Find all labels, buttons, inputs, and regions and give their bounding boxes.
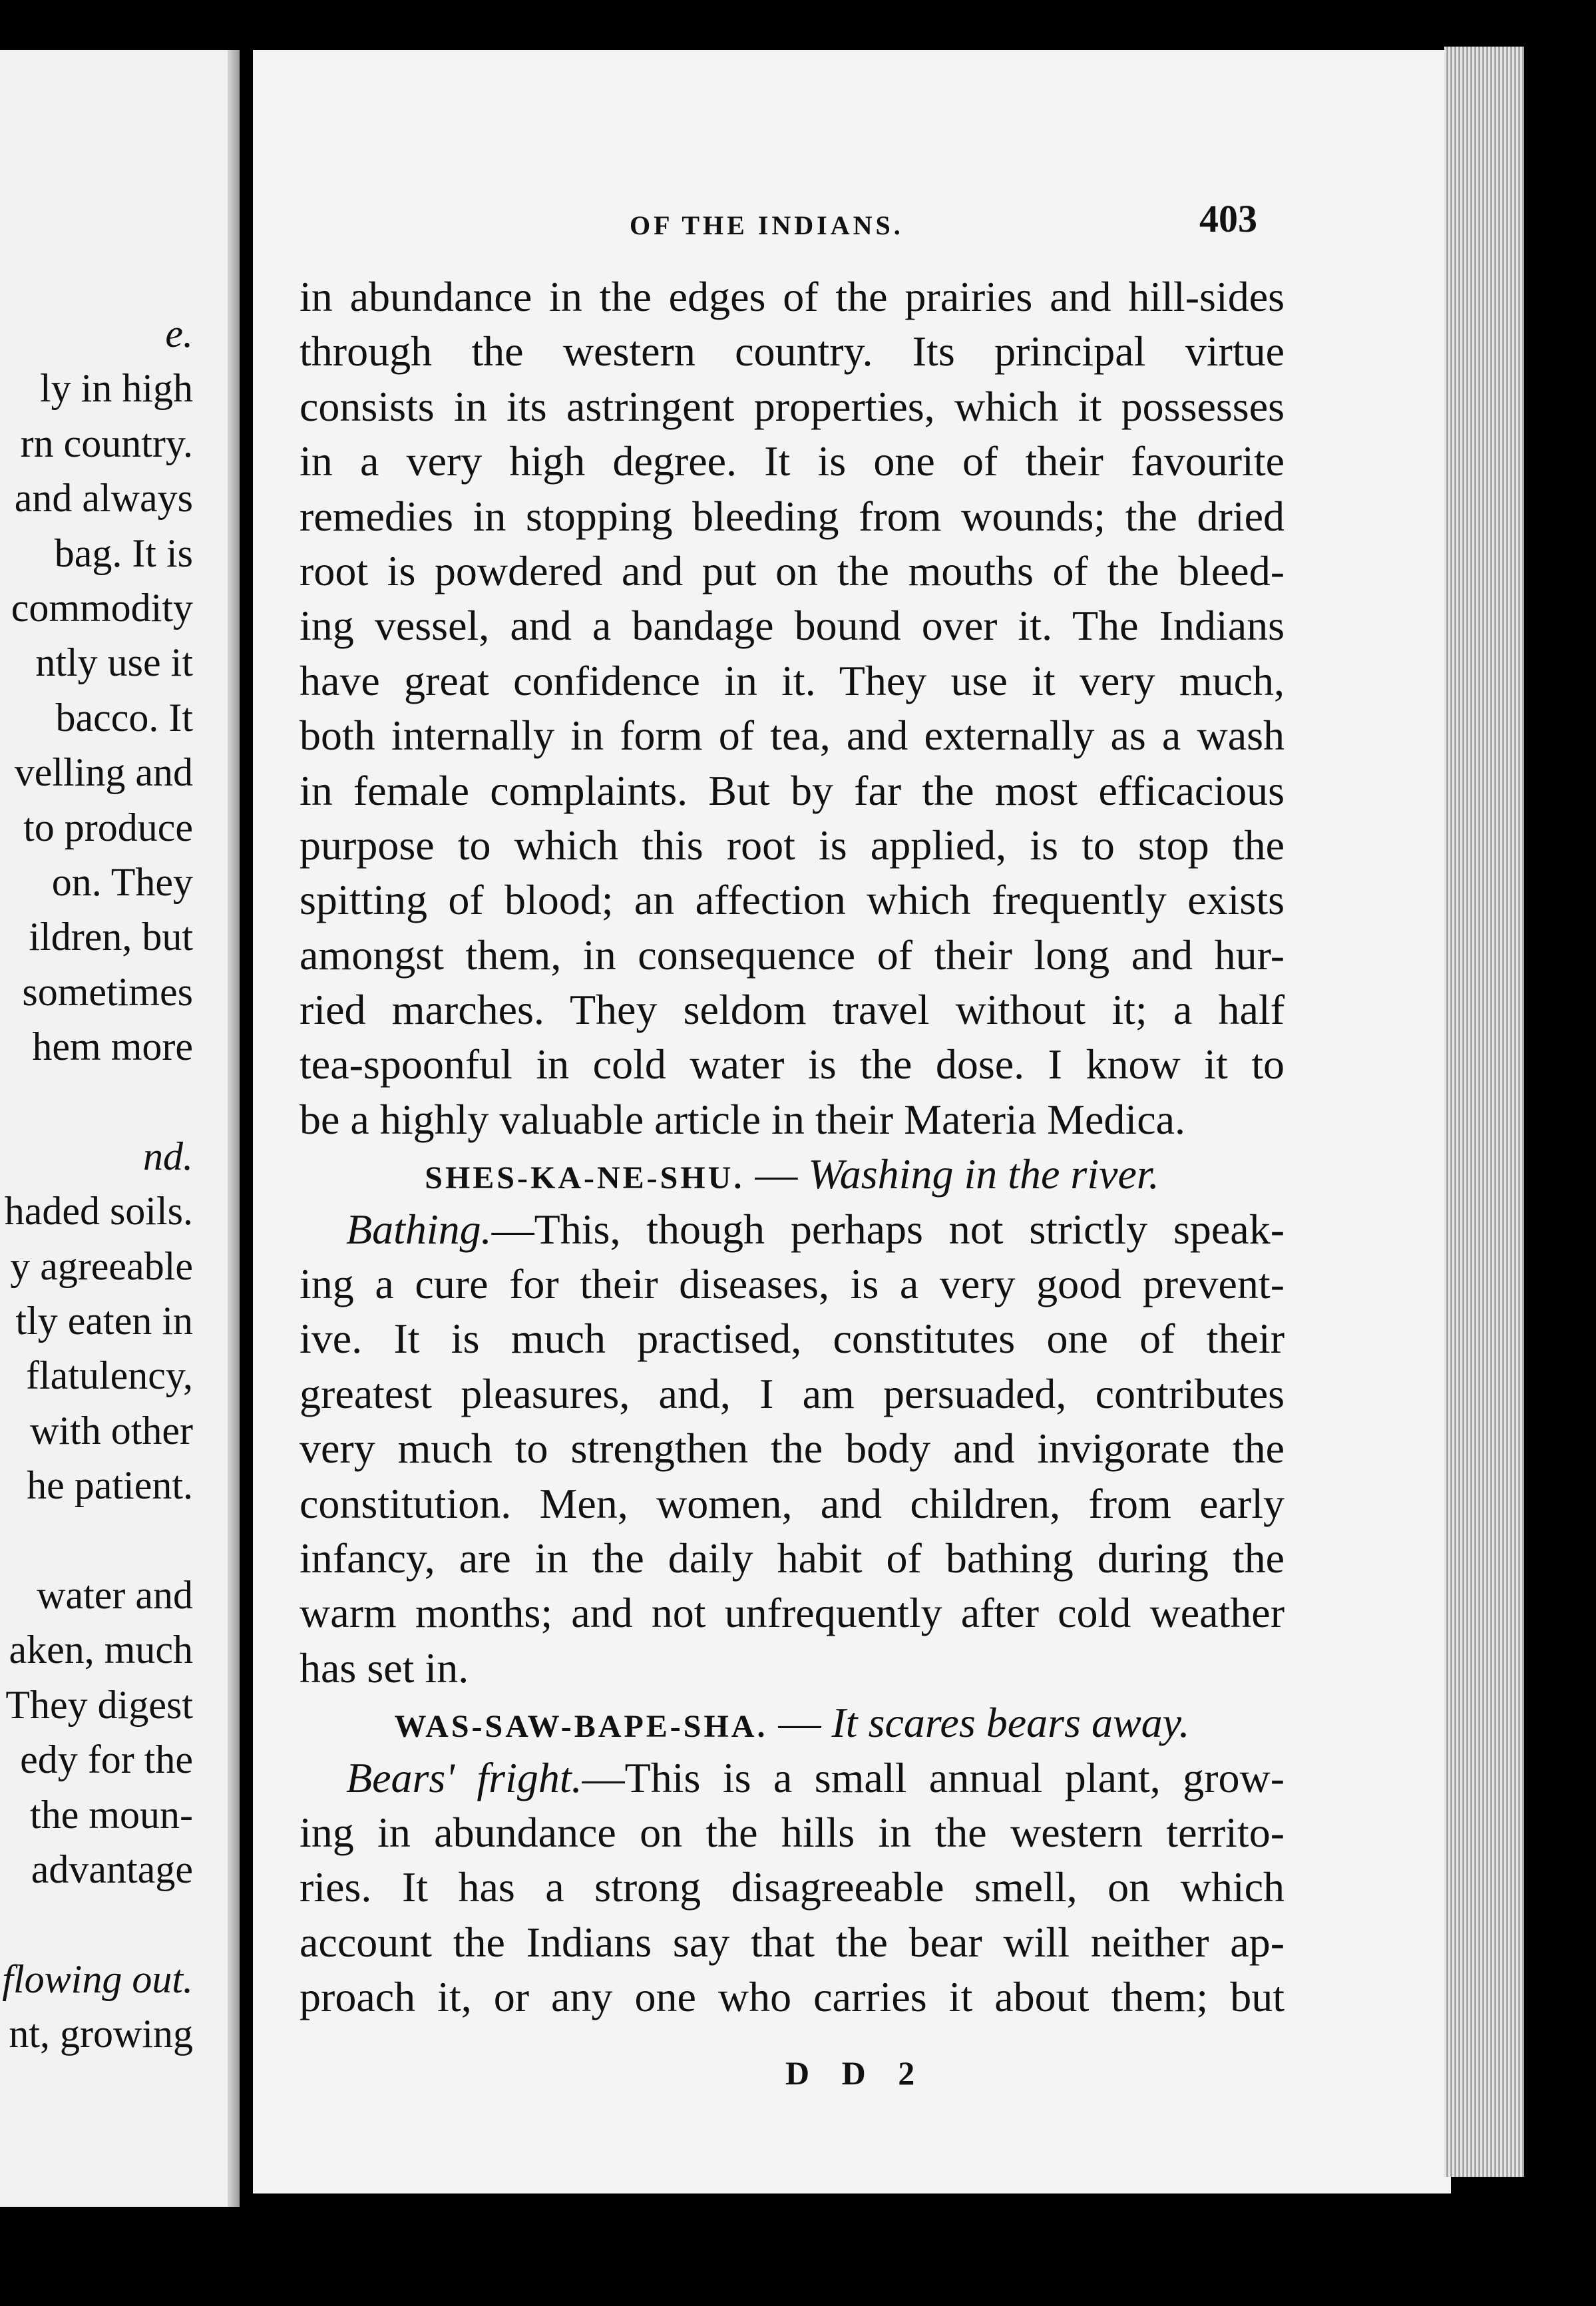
- previous-page-line: bacco. It: [55, 695, 193, 740]
- text-line: ing vessel, and a bandage bound over it. The Indians: [299, 602, 1285, 650]
- page-number: 403: [1199, 197, 1257, 240]
- text-line: consists in its astringent properties, which it possesses: [299, 382, 1285, 430]
- paragraph-2-first-text: —This, though perhaps not strictly speak-: [491, 1205, 1285, 1253]
- previous-page-line: on. They: [51, 859, 193, 904]
- previous-page-line: to produce: [23, 805, 193, 849]
- previous-page-line: he patient.: [27, 1463, 193, 1508]
- page-body: [299, 270, 1285, 2025]
- paragraph-2-lead: Bathing.: [346, 1205, 492, 1253]
- text-line: through the western country. Its principal virtue: [299, 328, 1285, 375]
- previous-page-line: bag. It is: [54, 531, 193, 575]
- previous-page-line: commodity: [11, 585, 193, 630]
- previous-page-line: flatulency,: [26, 1353, 193, 1398]
- previous-page-line: hem more: [32, 1025, 193, 1069]
- paragraph-3-first-line: [299, 1751, 1285, 1805]
- running-head: OF THE INDIANS.: [630, 210, 904, 240]
- previous-page-line: advantage: [31, 1847, 193, 1891]
- text-line: root is powdered and put on the mouths of the bleed-: [299, 547, 1285, 594]
- previous-page-line: rn country.: [20, 421, 193, 465]
- text-line: both internally in form of tea, and externally as a wash: [299, 712, 1285, 760]
- previous-page-line: y agreeable: [10, 1244, 193, 1288]
- heading-indian-name: SHES-KA-NE-SHU.: [425, 1160, 745, 1196]
- previous-page-line: [0, 1897, 193, 1951]
- previous-page-line: haded soils.: [4, 1189, 193, 1234]
- previous-page-line: and always: [14, 476, 193, 521]
- text-line: greatest pleasures, and, I am persuaded, contributes: [299, 1369, 1285, 1417]
- previous-page-line: edy for the: [20, 1737, 193, 1782]
- text-line: ries. It has a strong disagreeable smell, on which: [299, 1863, 1285, 1911]
- page-gutter: [228, 50, 240, 2207]
- text-line: in female complaints. But by far the most efficacious: [299, 766, 1285, 814]
- text-line: have great confidence in it. They use it very much,: [299, 656, 1285, 704]
- heading-dash: —: [767, 1699, 832, 1747]
- text-line: be a highly valuable article in their Materia Medica.: [299, 1095, 1185, 1143]
- previous-page-line: nt, growing: [9, 2012, 193, 2056]
- previous-page-line: [0, 1074, 193, 1128]
- paragraph-2-first-line: [299, 1202, 1285, 1257]
- previous-page-line: They digest: [5, 1682, 193, 1727]
- text-line: warm months; and not unfrequently after cold weather: [299, 1589, 1285, 1637]
- previous-page-line: with other: [30, 1408, 193, 1453]
- previous-page-line: flowing out.: [2, 1957, 193, 2001]
- previous-page-line: velling and: [14, 750, 193, 795]
- previous-page-line: aken, much: [9, 1628, 193, 1672]
- previous-page-line: ntly use it: [35, 640, 193, 685]
- heading-translation: Washing in the river.: [808, 1150, 1159, 1198]
- text-line: account the Indians say that the bear will neither ap-: [299, 1918, 1285, 1966]
- previous-page-line: water and: [37, 1572, 193, 1617]
- previous-page-text: [0, 306, 193, 2062]
- text-line: ried marches. They seldom travel without it; a half: [299, 986, 1285, 1034]
- text-line: ing a cure for their diseases, is a very good prevent-: [299, 1260, 1285, 1308]
- text-line: ive. It is much practised, constitutes one of their: [299, 1315, 1285, 1363]
- previous-page-line: e.: [165, 312, 193, 355]
- text-line: tea-spoonful in cold water is the dose. I know it to: [299, 1040, 1285, 1088]
- book-page-edges: [1444, 47, 1524, 2177]
- text-line: constitution. Men, women, and children, from early: [299, 1479, 1285, 1527]
- text-line: remedies in stopping bleeding from wounds; the dried: [299, 492, 1285, 540]
- text-line: proach it, or any one who carries it about them; but: [299, 1973, 1285, 2021]
- section-heading-was-saw-bape-sha: [299, 1696, 1285, 1750]
- previous-page-line: tly eaten in: [15, 1299, 193, 1343]
- text-line: infancy, are in the daily habit of bathing during the: [299, 1534, 1285, 1582]
- text-line: purpose to which this root is applied, is to stop the: [299, 821, 1285, 869]
- signature-mark: D D 2: [785, 2054, 927, 2092]
- text-line: in a very high degree. It is one of their favourite: [299, 437, 1285, 485]
- previous-page-line: the moun-: [30, 1792, 193, 1837]
- text-line: has set in.: [299, 1644, 469, 1692]
- previous-page-line: ildren, but: [29, 915, 193, 959]
- paragraph-3-first-text: —This is a small annual plant, grow-: [582, 1753, 1285, 1801]
- text-line: very much to strengthen the body and invigorate the: [299, 1425, 1285, 1473]
- heading-dash: —: [744, 1150, 809, 1198]
- paragraph-1: [299, 270, 1285, 1147]
- paragraph-3: [299, 1805, 1285, 2025]
- previous-page-line: ly in high: [39, 366, 193, 411]
- text-line: spitting of blood; an affection which frequently exists: [299, 876, 1285, 924]
- previous-page-line: sometimes: [22, 969, 193, 1014]
- book-page: [253, 50, 1451, 2193]
- paragraph-3-lead: Bears' fright.: [346, 1753, 582, 1801]
- paragraph-2: [299, 1257, 1285, 1696]
- text-line: in abundance in the edges of the prairies and hill-sides: [299, 273, 1285, 320]
- heading-translation: It scares bears away.: [831, 1699, 1190, 1747]
- text-line: ing in abundance on the hills in the western territo-: [299, 1808, 1285, 1856]
- section-heading-shes-ka-ne-shu: [299, 1147, 1285, 1202]
- previous-page-line: nd.: [143, 1134, 193, 1178]
- previous-page-line: [0, 1513, 193, 1568]
- text-line: amongst them, in consequence of their long and hur-: [299, 931, 1285, 979]
- heading-indian-name: WAS-SAW-BAPE-SHA.: [394, 1709, 768, 1745]
- previous-page-fragment: [0, 50, 240, 2207]
